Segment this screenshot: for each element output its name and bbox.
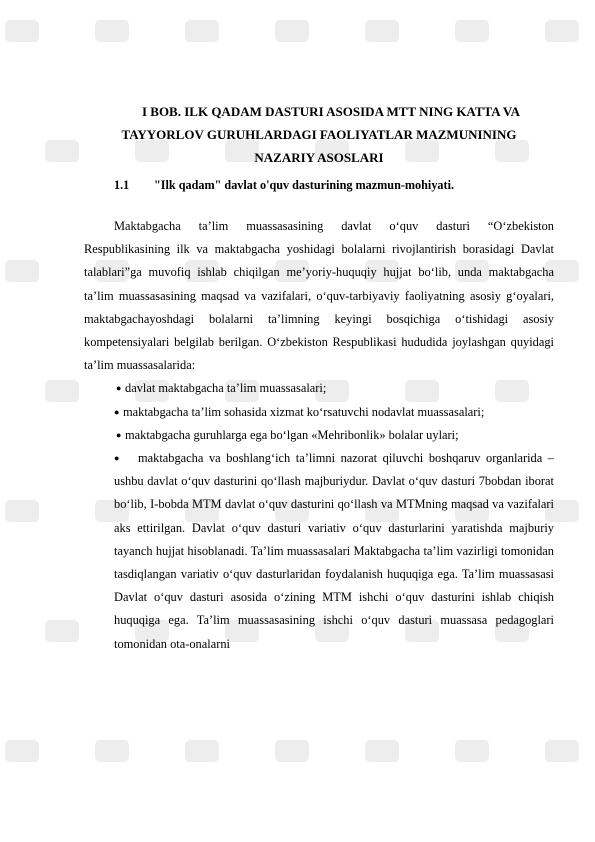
list-item <box>84 424 554 447</box>
watermark-tile <box>5 500 39 522</box>
chapter-title-line-2: TAYYORLOV GURUHLARDAGI FAOLIYATLAR MAZMUNINING <box>121 127 517 142</box>
bullet-icon: ● <box>114 453 120 464</box>
watermark-tile <box>45 620 79 642</box>
watermark-tile <box>5 20 39 42</box>
watermark-tile <box>275 20 309 42</box>
watermark-tile <box>545 20 579 42</box>
watermark-tile <box>185 20 219 42</box>
watermark-tile <box>95 20 129 42</box>
watermark-tile <box>45 380 79 402</box>
section-number: 1.1 <box>114 178 130 192</box>
chapter-title-line-1: I BOB. ILK QADAM DASTURI ASOSIDA MTT NING KATTA VA <box>141 104 521 119</box>
watermark-tile <box>545 740 579 762</box>
watermark-tile <box>5 740 39 762</box>
list-item <box>84 447 554 656</box>
bullet-icon: ● <box>116 383 122 394</box>
watermark-tile <box>185 740 219 762</box>
list-item-text: maktabgacha ta’lim sohasida xizmat ko‘rsatuvchi nodavlat muassasalari; <box>123 404 485 419</box>
body-text <box>84 215 554 656</box>
paragraph-1: Maktabgacha ta’lim muassasasining davlat o‘quv dasturi “O‘zbekiston Respublikasining ilk va maktabgacha yoshidagi bolalarni rivojlantirish borasidagi Davlat talablari”ga muvofiq ishlab chiqilgan me’yoriy-huquqiy hujjat bo‘lib, unda maktabgacha ta’lim muassasasining maqsad va vazifalari, o‘quv-tarbiyaviy faoliyatning asosiy g‘oyalari, maktabgachayoshdagi bolalarni ta’limning keyingi bosqichiga o‘tishidagi asosiy kompetensiyalari belgilab berilgan. O‘zbekiston Respublikasi hududida joylashgan quyidagi ta’lim muassasalarida: <box>84 219 554 373</box>
watermark-tile <box>45 140 79 162</box>
watermark-tile <box>455 740 489 762</box>
list-item <box>84 377 554 400</box>
list-item-text: davlat maktabgacha ta’lim muassasalari; <box>125 381 327 396</box>
watermark-tile <box>5 260 39 282</box>
watermark-tile <box>95 740 129 762</box>
list-item <box>84 401 554 424</box>
watermark-tile <box>365 20 399 42</box>
bullet-icon: ● <box>114 406 120 417</box>
watermark-tile <box>275 740 309 762</box>
list-item-text: maktabgacha va boshlang‘ich ta’limni nazorat qiluvchi boshqaruv organlarida – ushbu davlat o‘quv dasturini qo‘llash majburiydur. Davlat o‘quv dasturi 7bobdan iborat bo‘lib, I-bobda MTM davlat o‘quv dasturini qo‘llash va MTMning maqsad va vazifalari aks ettirilgan. Davlat o‘quv dasturi variativ o‘quv dasturlarini yaratishda majburiy tayanch hujjat hisoblanadi. Ta’lim muassasalari Maktabgacha ta’lim vazirligi tomonidan tasdiqlangan variativ o‘quv dasturlaridan foydalanish huquqiga ega. Ta’lim muassasasi Davlat o‘quv dasturi asosida o‘zining MTM ishchi o‘quv dasturini ishlab chiqish huquqiga ega. Ta’lim muassasasining ishchi o‘quv dasturi muassasa pedagoglari tomonidan ota-onalarni <box>114 451 554 651</box>
watermark-tile <box>365 740 399 762</box>
list-item-text: maktabgacha guruhlarga ega bo‘lgan «Mehribonlik» bolalar uylari; <box>125 427 459 442</box>
watermark-tile <box>455 20 489 42</box>
bullet-icon: ● <box>116 429 122 440</box>
section-heading <box>114 176 454 194</box>
chapter-title <box>84 100 554 169</box>
chapter-title-line-3: NAZARIY ASOSLARI <box>254 150 384 165</box>
section-title-text: "Ilk qadam" davlat o'quv dasturining mazmun-mohiyati. <box>154 178 454 192</box>
